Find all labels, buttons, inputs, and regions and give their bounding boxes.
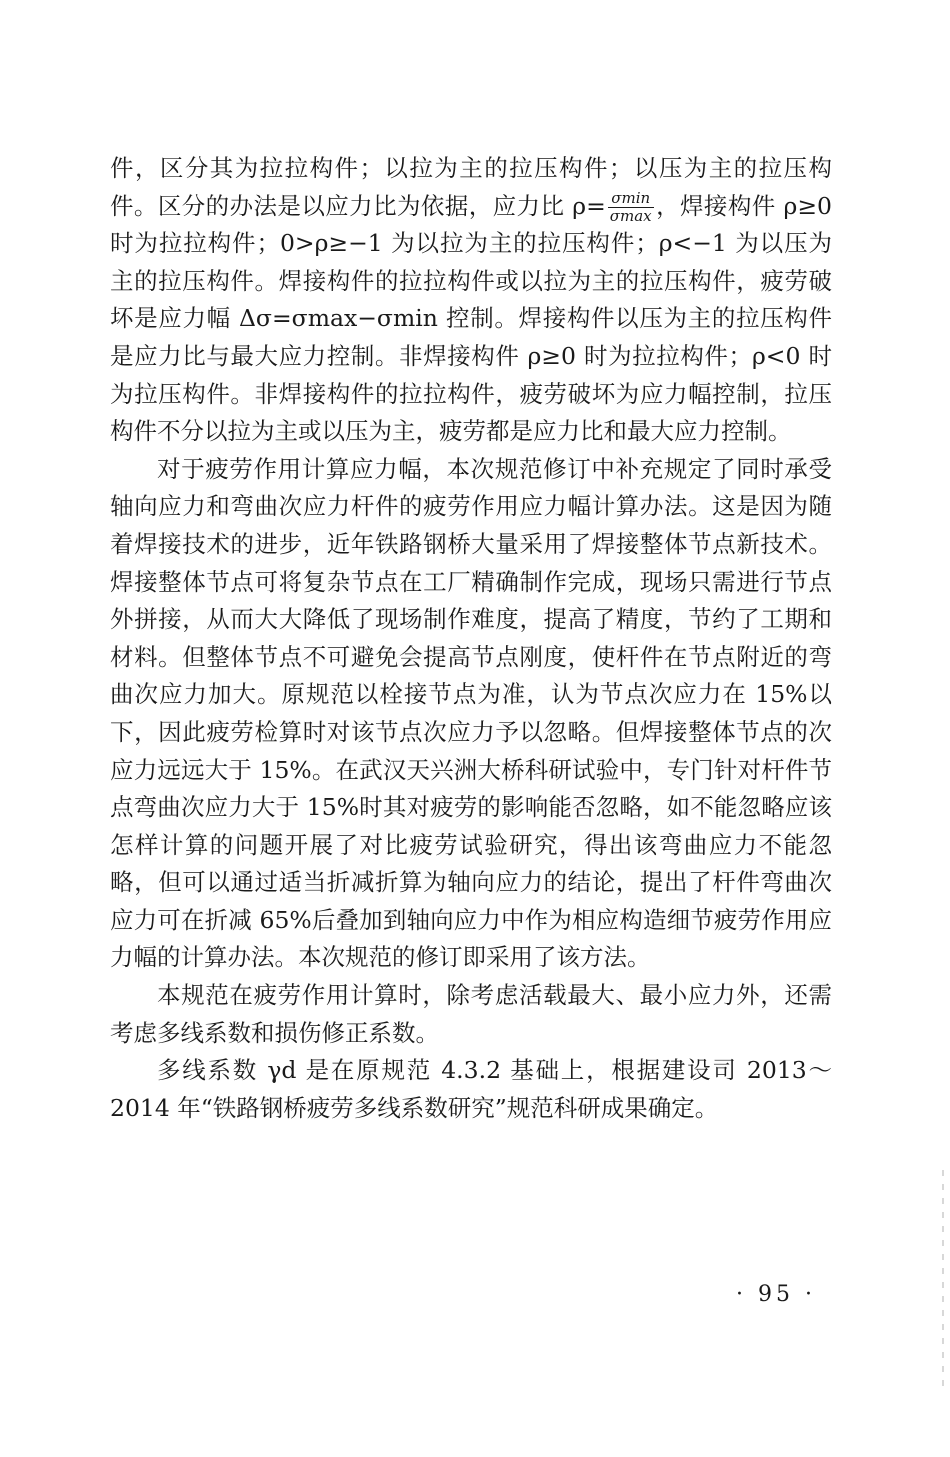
stress-ratio-fraction	[608, 190, 654, 225]
paragraph-1	[110, 150, 832, 451]
paragraph-1-after: ，焊接构件 ρ≥0 时为拉拉构件；0>ρ≥−1 为以拉为主的拉压构件；ρ<−1 为以压为主的拉压构件。焊接构件的拉拉构件或以拉为主的拉压构件，疲劳破坏是应力幅 Δσ=σmax−σmin 控制。焊接构件以压为主的拉压构件是应力比与最大应力控制。非焊接构件 ρ≥0 时为拉拉构件；ρ<0 时为拉压构件。非焊接构件的拉拉构件，疲劳破坏为应力幅控制，拉压构件不分以拉为主或以压为主，疲劳都是应力比和最大应力控制。	[110, 191, 832, 446]
fraction-numerator: σmin	[608, 190, 654, 208]
margin-mark	[942, 1170, 944, 1390]
paragraph-2: 对于疲劳作用计算应力幅，本次规范修订中补充规定了同时承受轴向应力和弯曲次应力杆件的疲劳作用应力幅计算办法。这是因为随着焊接技术的进步，近年铁路钢桥大量采用了焊接整体节点新技术。焊接整体节点可将复杂节点在工厂精确制作完成，现场只需进行节点外拼接，从而大大降低了现场制作难度，提高了精度，节约了工期和材料。但整体节点不可避免会提高节点刚度，使杆件在节点附近的弯曲次应力加大。原规范以栓接节点为准，认为节点次应力在 15%以下，因此疲劳检算时对该节点次应力予以忽略。但焊接整体节点的次应力远远大于 15%。在武汉天兴洲大桥科研试验中，专门针对杆件节点弯曲次应力大于 15%时其对疲劳的影响能否忽略，如不能忽略应该怎样计算的问题开展了对比疲劳试验研究，得出该弯曲应力不能忽略，但可以通过适当折减折算为轴向应力的结论，提出了杆件弯曲次应力可在折减 65%后叠加到轴向应力中作为相应构造细节疲劳作用应力幅的计算办法。本次规范的修订即采用了该方法。	[110, 454, 832, 972]
paragraph-3: 本规范在疲劳作用计算时，除考虑活载最大、最小应力外，还需考虑多线系数和损伤修正系数。	[110, 981, 832, 1047]
page-body	[110, 150, 832, 1127]
paragraph-4: 多线系数 γd 是在原规范 4.3.2 基础上，根据建设司 2013～2014 年“铁路钢桥疲劳多线系数研究”规范科研成果确定。	[110, 1056, 832, 1122]
page-number: · 95 ·	[736, 1282, 816, 1307]
paragraph-1-before: 件，区分其为拉拉构件；以拉为主的拉压构件；以压为主的拉压构件。区分的办法是以应力比为依据，应力比 ρ=	[110, 154, 832, 220]
fraction-denominator: σmax	[609, 206, 652, 225]
